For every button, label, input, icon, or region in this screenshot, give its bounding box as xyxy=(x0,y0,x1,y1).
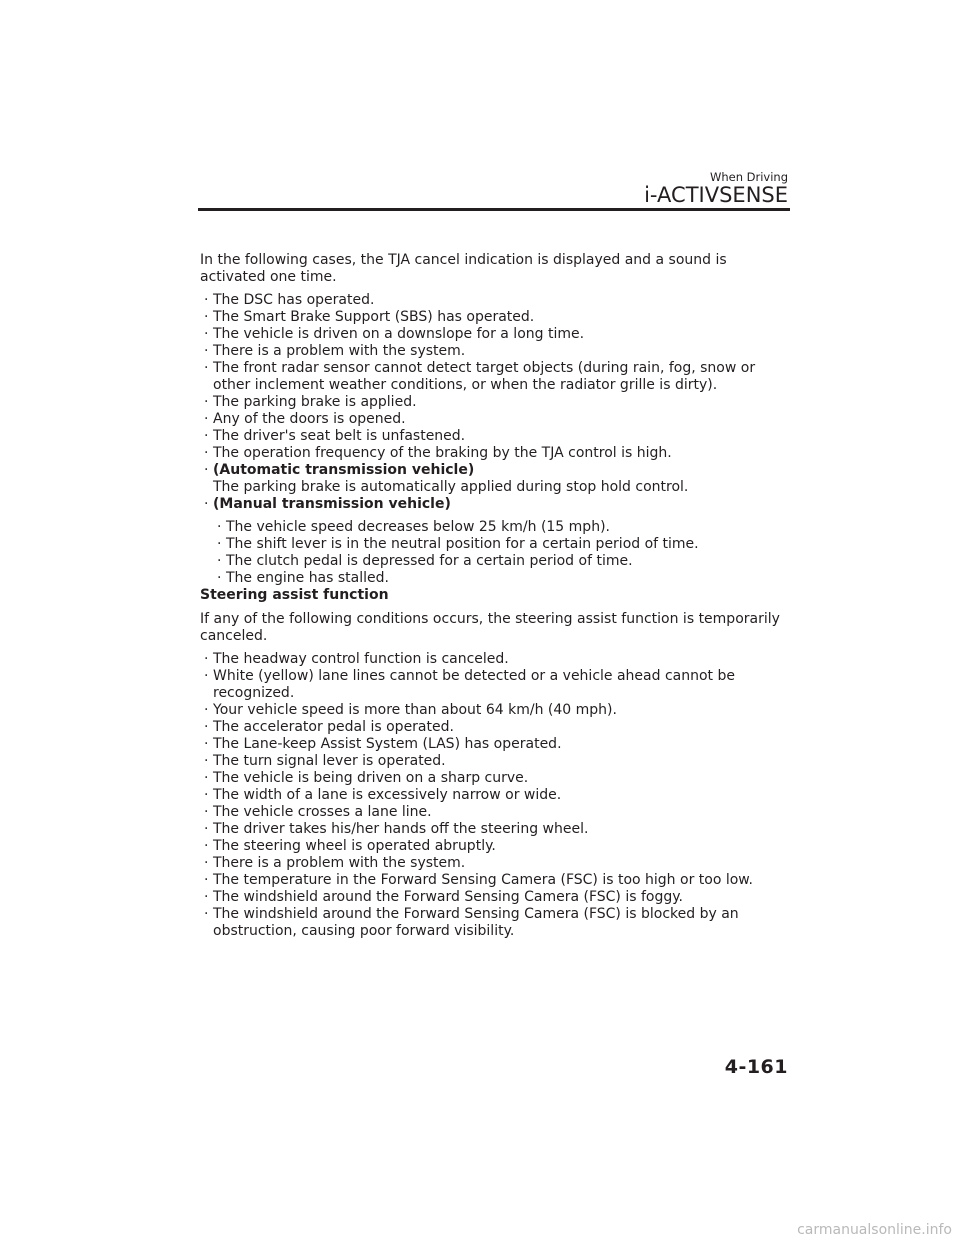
list-item: · The operation frequency of the braking by the TJA control is high. xyxy=(204,445,792,462)
list-item: · The accelerator pedal is operated. xyxy=(204,719,792,736)
list-item: · The vehicle speed decreases below 25 km/h (15 mph). xyxy=(217,519,792,536)
page-number: 4-161 xyxy=(724,1056,788,1078)
list-item: · The driver's seat belt is unfastened. xyxy=(204,428,792,445)
steering-assist-heading: Steering assist function xyxy=(200,587,389,603)
automatic-transmission-text: The parking brake is automatically applied during stop hold control. xyxy=(213,479,689,495)
list-item: · The windshield around the Forward Sensing Camera (FSC) is blocked by an obstruction, causing poor forward visibility. xyxy=(204,906,792,940)
list-item: · Your vehicle speed is more than about 64 km/h (40 mph). xyxy=(204,702,792,719)
list-item: · The windshield around the Forward Sensing Camera (FSC) is foggy. xyxy=(204,889,792,906)
header-rule xyxy=(198,208,790,211)
list-item: · The shift lever is in the neutral position for a certain period of time. xyxy=(217,536,792,553)
automatic-transmission-item xyxy=(204,462,792,496)
list-item: · There is a problem with the system. xyxy=(204,343,792,360)
list-item: · The Smart Brake Support (SBS) has operated. xyxy=(204,309,792,326)
list-item: · The vehicle is driven on a downslope for a long time. xyxy=(204,326,792,343)
section-title: When Driving xyxy=(709,170,788,184)
list-item: · The vehicle crosses a lane line. xyxy=(204,804,792,821)
manual-transmission-item xyxy=(204,496,792,587)
intro-paragraph: In the following cases, the TJA cancel indication is displayed and a sound is activated one time. xyxy=(200,252,727,285)
list-item: · The width of a lane is excessively narrow or wide. xyxy=(204,787,792,804)
list-item: · The Lane-keep Assist System (LAS) has operated. xyxy=(204,736,792,753)
list-item: · The headway control function is canceled. xyxy=(204,651,792,668)
page-content xyxy=(200,252,792,940)
list-item: · The vehicle is being driven on a sharp curve. xyxy=(204,770,792,787)
chapter-title: i-ACTIVSENSE xyxy=(644,183,788,207)
list-item: · The clutch pedal is depressed for a certain period of time. xyxy=(217,553,792,570)
list-item: · The driver takes his/her hands off the steering wheel. xyxy=(204,821,792,838)
steering-assist-list xyxy=(204,651,792,940)
manual-transmission-label: · (Manual transmission vehicle) xyxy=(213,496,451,512)
manual-transmission-list xyxy=(217,519,792,587)
cancel-conditions-list xyxy=(204,292,792,587)
list-item: · The temperature in the Forward Sensing Camera (FSC) is too high or too low. xyxy=(204,872,792,889)
list-item: · Any of the doors is opened. xyxy=(204,411,792,428)
steering-assist-intro: If any of the following conditions occurs, the steering assist function is temporarily canceled. xyxy=(200,611,780,644)
list-item: · The parking brake is applied. xyxy=(204,394,792,411)
automatic-transmission-label: · (Automatic transmission vehicle) xyxy=(213,462,475,478)
list-item: · The steering wheel is operated abruptly. xyxy=(204,838,792,855)
list-item: · The front radar sensor cannot detect target objects (during rain, fog, snow or other inclement weather conditions, or when the radiator grille is dirty). xyxy=(204,360,792,394)
list-item: · There is a problem with the system. xyxy=(204,855,792,872)
watermark: carmanualsonline.info xyxy=(797,1222,952,1238)
list-item: · The engine has stalled. xyxy=(217,570,792,587)
list-item: · The DSC has operated. xyxy=(204,292,792,309)
list-item: · White (yellow) lane lines cannot be detected or a vehicle ahead cannot be recognized. xyxy=(204,668,792,702)
list-item: · The turn signal lever is operated. xyxy=(204,753,792,770)
